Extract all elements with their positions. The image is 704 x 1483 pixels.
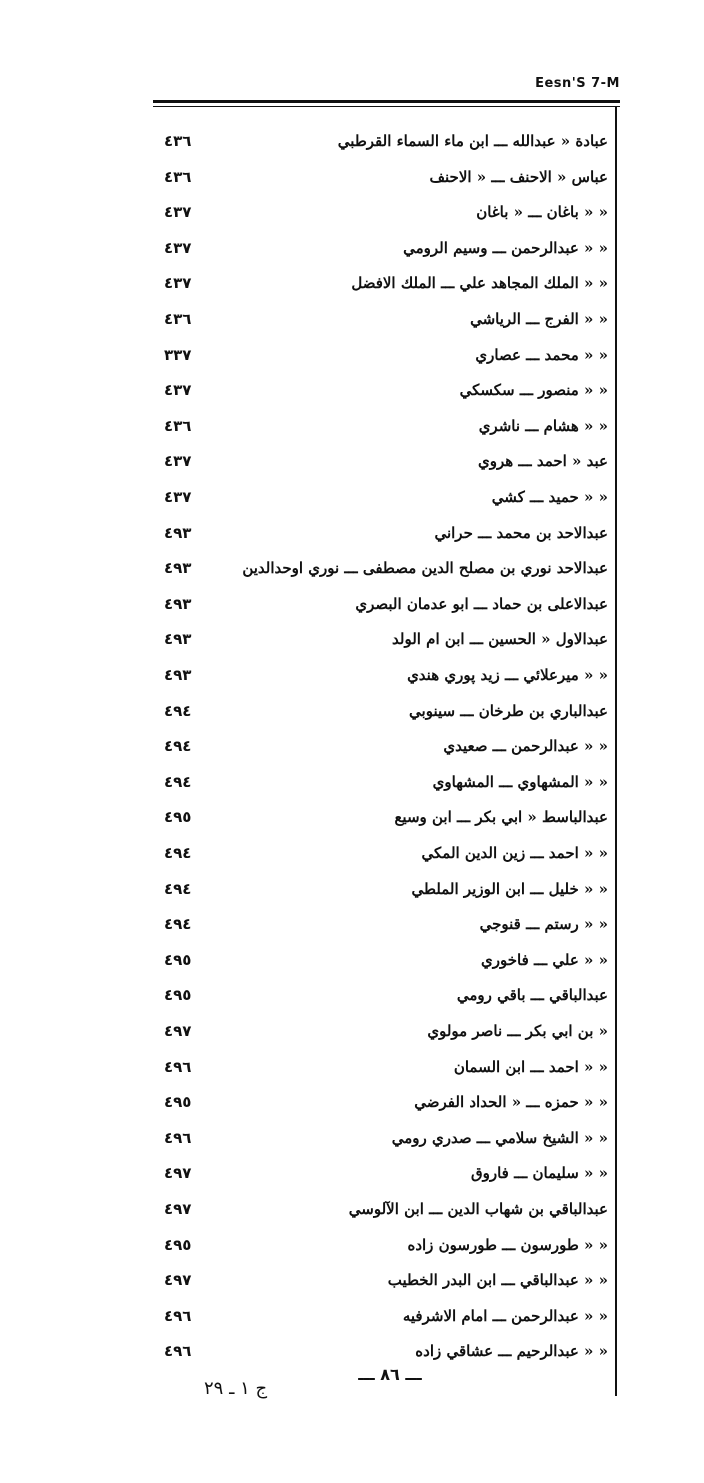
entry-page-number: ٤٩٣ bbox=[164, 630, 192, 649]
entry-page-number: ٤٩٦ bbox=[164, 1342, 192, 1361]
entry-name: « « عبدالباقي ـــ ابن البدر الخطيب bbox=[387, 1271, 608, 1290]
entry-page-number: ٤٣٧ bbox=[164, 381, 192, 400]
entry-page-number: ٤٩٤ bbox=[164, 915, 192, 934]
entry-name: « « المشهاوي ـــ المشهاوي bbox=[432, 772, 608, 791]
entry-name: « بن ابي بكر ـــ ناصر مولوي bbox=[427, 1022, 608, 1040]
entry-page-number: ٤٩٤ bbox=[164, 737, 192, 756]
entry-name: « « الفرج ـــ الرياشي bbox=[470, 310, 608, 328]
index-entry bbox=[0, 1013, 704, 1049]
entry-page-number: ٤٣٧ bbox=[164, 203, 192, 222]
entry-name: عبد « احمد ـــ هروي bbox=[478, 452, 608, 471]
entry-page-number: ٤٣٧ bbox=[164, 274, 192, 293]
entry-name: عبدالباسط « ابي بكر ـــ ابن وسيع bbox=[394, 808, 608, 827]
entry-page-number: ٤٣٦ bbox=[164, 132, 192, 150]
entry-name: « « عبدالرحمن ـــ وسيم الرومي bbox=[403, 238, 608, 257]
entry-name: « « سليمان ـــ فاروق bbox=[470, 1164, 608, 1183]
entry-page-number: ٤٣٦ bbox=[164, 167, 192, 186]
entry-page-number: ٤٩٧ bbox=[164, 1271, 192, 1290]
index-entry bbox=[0, 871, 704, 907]
entry-page-number: ٤٩٦ bbox=[164, 1306, 192, 1325]
entry-name: « « محمد ـــ عصاري bbox=[475, 345, 608, 364]
entry-name: « « حمزه ـــ « الحداد الفرضي bbox=[414, 1093, 608, 1112]
index-entry bbox=[0, 265, 704, 301]
entry-page-number: ٤٩٤ bbox=[164, 772, 192, 791]
index-entry bbox=[0, 1333, 704, 1369]
entry-name: « « حميد ـــ كشي bbox=[491, 488, 608, 506]
index-entry bbox=[0, 1049, 704, 1085]
entry-name: « « هشام ـــ ناشري bbox=[478, 416, 608, 435]
index-entry bbox=[0, 1262, 704, 1298]
entry-page-number: ٤٩٦ bbox=[164, 1057, 192, 1076]
entry-page-number: ٤٩٧ bbox=[164, 1200, 192, 1218]
index-entry bbox=[0, 906, 704, 942]
entry-name: « « الشيخ سلامي ـــ صدري رومي bbox=[391, 1128, 608, 1147]
entry-page-number: ٤٩٣ bbox=[164, 559, 192, 578]
entry-name: « « احمد ـــ زين الدين المكي bbox=[421, 844, 608, 862]
entry-page-number: ٤٩٥ bbox=[164, 950, 192, 969]
running-header: Eesn'S 7-M bbox=[535, 76, 620, 91]
entry-name: « « عبدالرحمن ـــ امام الاشرفيه bbox=[402, 1306, 608, 1325]
entry-name: « « ميرعلائي ـــ زيد پوري هندي bbox=[407, 666, 608, 684]
page-number: ـــ ٨٦ ـــ bbox=[358, 1365, 422, 1384]
entry-page-number: ٣٣٧ bbox=[164, 345, 192, 364]
entry-page-number: ٤٣٧ bbox=[164, 452, 192, 471]
entry-name: « « عبدالرحمن ـــ صعيدي bbox=[443, 737, 608, 756]
index-entry bbox=[0, 1227, 704, 1263]
index-entry bbox=[0, 1298, 704, 1334]
entry-name: « « عبدالرحيم ـــ عشاقي زاده bbox=[415, 1342, 608, 1361]
entry-page-number: ٤٩٣ bbox=[164, 523, 192, 542]
index-entry bbox=[0, 621, 704, 657]
index-entry bbox=[0, 1191, 704, 1227]
index-entry bbox=[0, 123, 704, 159]
header-rule-thin bbox=[153, 106, 620, 107]
index-entry bbox=[0, 337, 704, 373]
entry-page-number: ٤٩٣ bbox=[164, 594, 192, 613]
entry-name: « « منصور ـــ سكسكي bbox=[459, 381, 608, 400]
entry-page-number: ٤٣٦ bbox=[164, 416, 192, 435]
entry-name: عبدالاول « الحسين ـــ ابن ام الولد bbox=[392, 630, 608, 649]
entry-name: عبدالباقي بن شهاب الدين ـــ ابن الآلوسي bbox=[348, 1200, 608, 1218]
entry-name: عبدالباقي ـــ باقي رومي bbox=[456, 986, 608, 1005]
entry-page-number: ٤٩٤ bbox=[164, 844, 192, 862]
index-entry bbox=[0, 194, 704, 230]
index-entry bbox=[0, 657, 704, 693]
index-entry bbox=[0, 1084, 704, 1120]
entry-name: « « باغان ـــ « باغان bbox=[476, 203, 608, 222]
entry-name: عبدالاعلى بن حماد ـــ ابو عدمان البصري bbox=[355, 594, 608, 613]
entry-page-number: ٤٩٥ bbox=[164, 986, 192, 1005]
entry-page-number: ٤٩٥ bbox=[164, 1093, 192, 1112]
entry-page-number: ٤٩٥ bbox=[164, 1235, 192, 1254]
entry-name: عبدالاحد بن محمد ـــ حراني bbox=[434, 523, 608, 542]
entry-name: « « علي ـــ فاخوري bbox=[481, 950, 608, 969]
index-entry bbox=[0, 230, 704, 266]
entry-page-number: ٤٩٦ bbox=[164, 1128, 192, 1147]
index-entry bbox=[0, 443, 704, 479]
volume-mark: ج ١ ـ ٢٩ bbox=[204, 1378, 268, 1399]
index-entry bbox=[0, 1120, 704, 1156]
index-entry bbox=[0, 977, 704, 1013]
index-entry bbox=[0, 479, 704, 515]
header-rule-thick bbox=[153, 100, 620, 103]
entry-name: « « طورسون ـــ طورسون زاده bbox=[407, 1235, 608, 1254]
index-entry bbox=[0, 693, 704, 729]
entry-name: عبادة « عبدالله ـــ ابن ماء السماء القرطبي bbox=[337, 132, 608, 150]
entry-page-number: ٤٩٧ bbox=[164, 1022, 192, 1040]
entry-page-number: ٤٣٧ bbox=[164, 238, 192, 257]
index-entry bbox=[0, 159, 704, 195]
index-entry bbox=[0, 799, 704, 835]
entry-page-number: ٤٩٣ bbox=[164, 666, 192, 684]
index-entry bbox=[0, 550, 704, 586]
index-entry bbox=[0, 764, 704, 800]
entry-name: « « الملك المجاهد علي ـــ الملك الافضل bbox=[351, 274, 608, 293]
entry-name: « « خليل ـــ ابن الوزير الملطي bbox=[411, 879, 608, 898]
index-entry bbox=[0, 835, 704, 871]
index-entry bbox=[0, 942, 704, 978]
entry-name: عباس « الاحنف ـــ « الاحنف bbox=[429, 167, 608, 186]
index-entry bbox=[0, 586, 704, 622]
entry-page-number: ٤٣٧ bbox=[164, 488, 192, 506]
index-entry bbox=[0, 372, 704, 408]
entry-page-number: ٤٩٧ bbox=[164, 1164, 192, 1183]
index-entry bbox=[0, 301, 704, 337]
index-entry bbox=[0, 728, 704, 764]
entry-name: عبدالاحد نوري بن مصلح الدين مصطفى ـــ نوري اوحدالدين bbox=[242, 559, 608, 578]
entry-page-number: ٤٩٤ bbox=[164, 701, 192, 720]
entry-page-number: ٤٩٥ bbox=[164, 808, 192, 827]
entry-name: عبدالباري بن طرخان ـــ سينوبي bbox=[409, 701, 608, 720]
entry-page-number: ٤٩٤ bbox=[164, 879, 192, 898]
index-entry bbox=[0, 515, 704, 551]
index-entry bbox=[0, 408, 704, 444]
index-entry bbox=[0, 1155, 704, 1191]
entry-name: « « رستم ـــ قنوجي bbox=[479, 915, 608, 934]
entry-name: « « احمد ـــ ابن السمان bbox=[453, 1057, 608, 1076]
entry-page-number: ٤٣٦ bbox=[164, 310, 192, 328]
